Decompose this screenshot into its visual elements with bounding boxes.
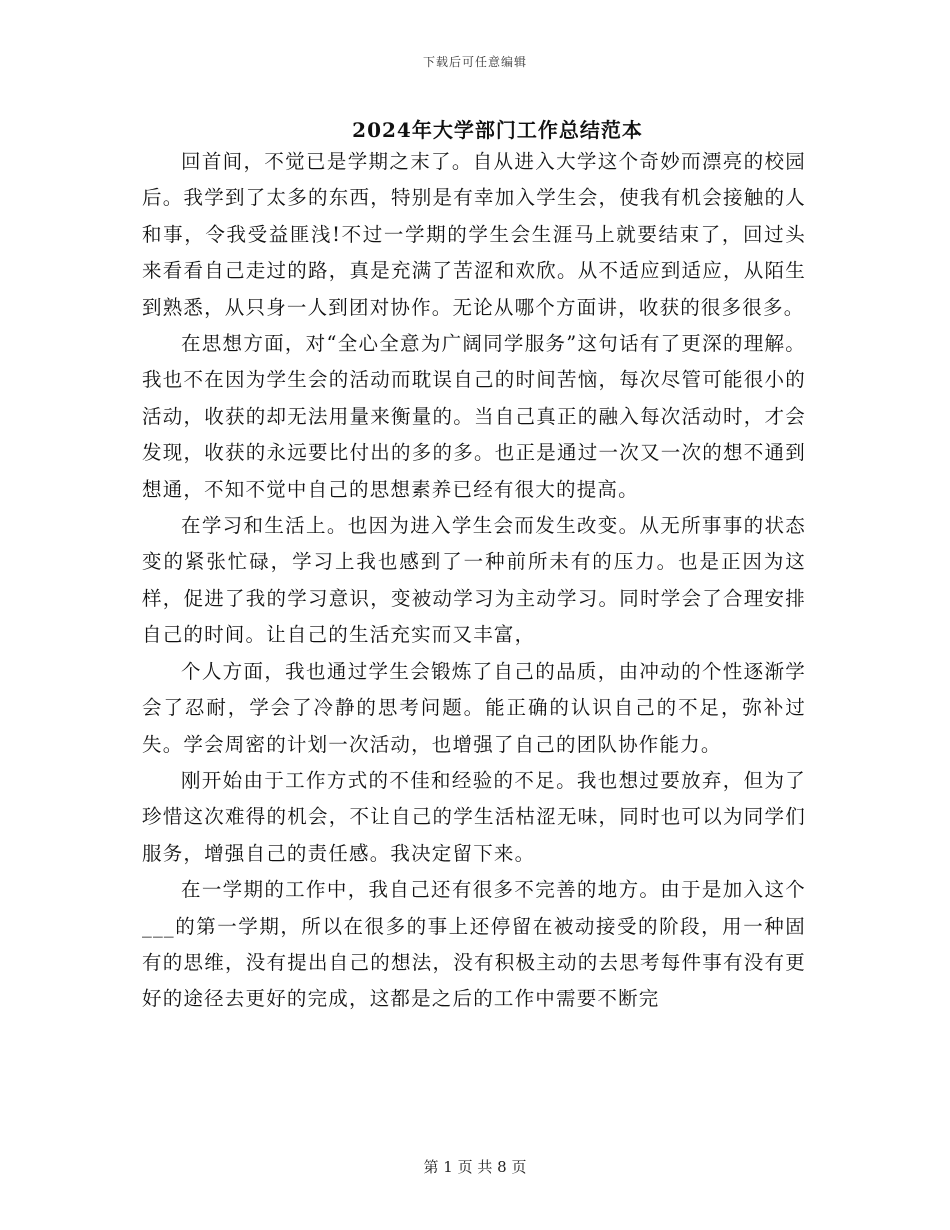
paragraph-4: 个人方面，我也通过学生会锻炼了自己的品质，由冲动的个性逐渐学会了忍耐，学会了冷静的思考问题。能正确的认识自己的不足，弥补过失。学会周密的计划一次活动，也增强了自己的团队协作能力。 <box>142 659 806 756</box>
paragraph-1: 回首间，不觉已是学期之末了。自从进入大学这个奇妙而漂亮的校园后。我学到了太多的东西，特别是有幸加入学生会，使我有机会接触的人和事，令我受益匪浅!不过一学期的学生会生涯马上就要结束了，回过头来看看自己走过的路，真是充满了苦涩和欢欣。从不适应到适应，从陌生到熟悉，从只身一人到团对协作。无论从哪个方面讲，收获的很多很多。 <box>142 150 806 319</box>
paragraph-2: 在思想方面，对“全心全意为广阔同学服务”这句话有了更深的理解。我也不在因为学生会的活动而耽误自己的时间苦恼，每次尽管可能很小的活动，收获的却无法用量来衡量的。当自己真正的融入每次活动时，才会发现，收获的永远要比付出的多的多。也正是通过一次又一次的想不通到想通，不知不觉中自己的思想素养已经有很大的提高。 <box>142 332 806 501</box>
header-note: 下载后可任意编辑 <box>422 55 527 69</box>
page-number: 第 1 页 共 8 页 <box>423 1158 527 1176</box>
paragraph-5: 刚开始由于工作方式的不佳和经验的不足。我也想过要放弃，但为了珍惜这次难得的机会，不让自己的学生活枯涩无味，同时也可以为同学们服务，增强自己的责任感。我决定留下来。 <box>142 768 806 865</box>
paragraph-6: 在一学期的工作中，我自己还有很多不完善的地方。由于是加入这个___的第一学期，所以在很多的事上还停留在被动接受的阶段，用一种固有的思维，没有提出自己的想法，没有积极主动的去思考每件事有没有更好的途径去更好的完成，这都是之后的工作中需要不断完 <box>142 878 806 1011</box>
paragraph-3: 在学习和生活上。也因为进入学生会而发生改变。从无所事事的状态变的紧张忙碌，学习上我也感到了一种前所未有的压力。也是正因为这样，促进了我的学习意识，变被动学习为主动学习。同时学会了合理安排自己的时间。让自己的生活充实而又丰富， <box>142 514 806 647</box>
document-body <box>142 144 806 1018</box>
document-title: 2024年大学部门工作总结范本 <box>352 118 643 142</box>
